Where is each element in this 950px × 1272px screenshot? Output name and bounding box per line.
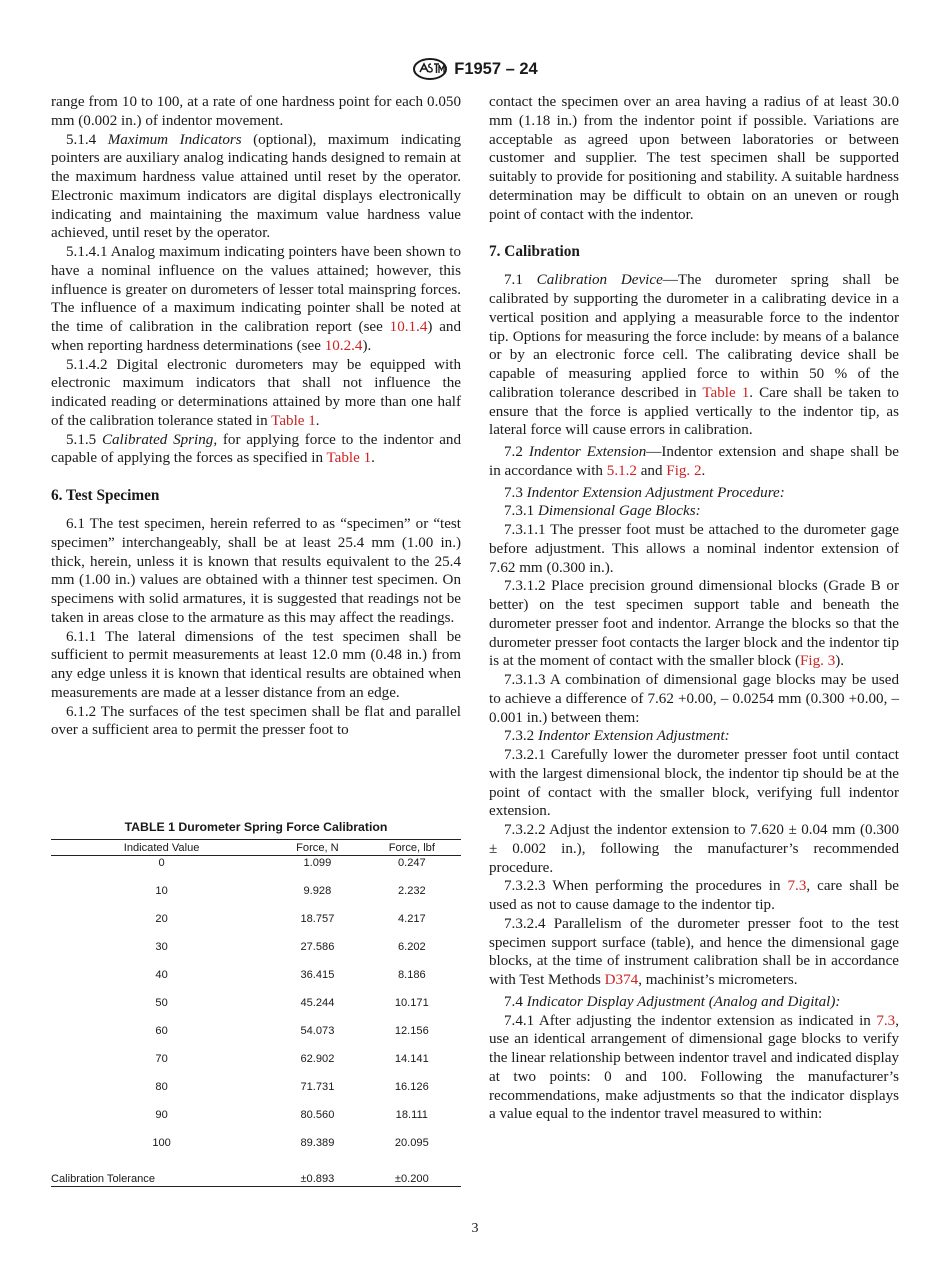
paragraph-7-4: 7.4 Indicator Display Adjustment (Analog and Digital): xyxy=(504,993,841,1010)
table-cell: 10.171 xyxy=(394,997,429,1009)
right-column xyxy=(489,93,899,1124)
page-header xyxy=(0,56,950,82)
table-row xyxy=(51,1025,461,1053)
table-row xyxy=(51,1053,461,1081)
table-cell: 0 xyxy=(158,857,165,869)
calibration-table xyxy=(51,839,461,1187)
column-header: Force, N xyxy=(272,840,362,856)
table-cell: 80 xyxy=(155,1081,168,1093)
paragraph-6-1-2-continued: contact the specimen over an area having a radius of at least 30.0 mm (1.18 in.) from the indentor point if possible. Variations are acceptable as agreed upon between laboratories or between customer and supplier. The test specimen shall be supported suitably to provide for positioning and stability. A suitable hardness determination may be difficult to obtain on an uneven or rough point of contact with the indentor. xyxy=(489,94,899,223)
link-7-3[interactable]: 7.3 xyxy=(787,878,807,895)
paragraph-7-2: 7.2 Indentor Extension—Indentor extension and shape shall be in accordance with 5.1.2 and Fig. 2. xyxy=(489,444,899,479)
paragraph-7-3-1-1: 7.3.1.1 The presser foot must be attached to the durometer gage before adjustment. This allows a nominal indentor extension of 7.62 mm (0.300 in.). xyxy=(489,522,899,576)
table-cell: 10 xyxy=(155,885,168,897)
page-number: 3 xyxy=(471,1221,479,1236)
table-row xyxy=(51,1137,461,1165)
table-cell: 45.244 xyxy=(300,997,335,1009)
table-1 xyxy=(51,820,461,1187)
table-cell: 27.586 xyxy=(300,941,335,953)
table-cell: 1.099 xyxy=(303,857,332,869)
link-10-1-4[interactable]: 10.1.4 xyxy=(389,319,428,335)
table-cell: 80.560 xyxy=(300,1109,335,1121)
paragraph-7-1: 7.1 Calibration Device—The durometer spring shall be calibrated by supporting the durometer in a calibrating device in a vertical position and applying a measurable force to the indentor tip. Options for measuring the force include: by means of a balance or by an electronic force cell. The calibrating device shall be capable of measuring applied force to within 50 % of the calibration tolerance described in Table 1. Care shall be taken to ensure that the force is applied vertically to the indentor tip, as lateral force will cause errors in calibration. xyxy=(489,272,899,439)
table-cell: Calibration Tolerance xyxy=(51,1165,272,1187)
table-cell: 100 xyxy=(152,1137,171,1149)
section-7-heading: 7. Calibration xyxy=(489,243,580,261)
link-table-1[interactable]: Table 1 xyxy=(326,450,372,467)
table-cell: 36.415 xyxy=(300,969,335,981)
table-cell: 2.232 xyxy=(397,885,426,897)
paragraph-7-3: 7.3 Indentor Extension Adjustment Procedure: xyxy=(504,484,785,501)
tolerance-row xyxy=(51,1165,461,1187)
table-row xyxy=(51,997,461,1025)
paragraph-5-1-4-2: 5.1.4.2 Digital electronic durometers may be equipped with electronic maximum indicators that shall not influence the indicated reading or determinations attained by more than one half of the calibration tolerance stated in Table 1. xyxy=(51,356,461,429)
paragraph-7-3-2: 7.3.2 Indentor Extension Adjustment: xyxy=(504,728,730,745)
table-cell: ±0.200 xyxy=(363,1165,461,1187)
paragraph-5-1-3-continued: range from 10 to 100, at a rate of one hardness point for each 0.050 mm (0.002 in.) of indentor movement. xyxy=(51,94,461,129)
link-10-2-4[interactable]: 10.2.4 xyxy=(324,337,363,354)
link-d374[interactable]: D374 xyxy=(604,972,639,988)
table-cell: 18.111 xyxy=(395,1109,428,1121)
column-header: Force, lbf xyxy=(363,840,461,856)
link-7-3[interactable]: 7.3 xyxy=(876,1012,896,1029)
table-cell: 9.928 xyxy=(303,885,332,897)
table-cell: 70 xyxy=(155,1053,168,1065)
table-title: TABLE 1 Durometer Spring Force Calibration xyxy=(124,820,388,834)
table-cell: 16.126 xyxy=(394,1081,429,1093)
table-row xyxy=(51,1109,461,1137)
paragraph-7-3-1: 7.3.1 Dimensional Gage Blocks: xyxy=(504,503,701,520)
paragraph-7-3-2-1: 7.3.2.1 Carefully lower the durometer presser foot until contact with the largest dimensional block, the indentor tip should be at the point of contact with the smaller block, verifying full indentor extension. xyxy=(489,747,899,820)
link-fig-2[interactable]: Fig. 2 xyxy=(666,462,702,479)
table-header-row xyxy=(51,840,461,856)
table-cell: 18.757 xyxy=(300,913,335,925)
table-row xyxy=(51,941,461,969)
table-cell: 40 xyxy=(155,969,168,981)
table-cell: 62.902 xyxy=(300,1053,335,1065)
document-designation: F1957 – 24 xyxy=(454,59,538,78)
paragraph-7-3-1-3: 7.3.1.3 A combination of dimensional gage blocks may be used to achieve a difference of 7.62 +0.00, – 0.0254 mm (0.300 +0.00, –0.001 in.) between them: xyxy=(489,672,899,726)
link-table-1[interactable]: Table 1 xyxy=(702,384,750,401)
table-cell: 89.389 xyxy=(300,1137,335,1149)
table-row xyxy=(51,1081,461,1109)
table-cell: 20 xyxy=(155,913,168,925)
table-cell: 20.095 xyxy=(394,1137,429,1149)
paragraph-5-1-5: 5.1.5 Calibrated Spring, for applying force to the indentor and capable of applying the forces as specified in Table 1. xyxy=(51,431,462,467)
link-table-1[interactable]: Table 1 xyxy=(271,412,316,429)
link-fig-3[interactable]: Fig. 3 xyxy=(800,653,836,670)
paragraph-7-3-2-2: 7.3.2.2 Adjust the indentor extension to 7.620 ± 0.04 mm (0.300 ± 0.002 in.), following the manufacturer’s recommended procedure. xyxy=(489,822,899,876)
table-cell: 90 xyxy=(155,1109,168,1121)
table-row xyxy=(51,856,461,886)
astm-logo-icon xyxy=(412,58,448,80)
paragraph-6-1: 6.1 The test specimen, herein referred to as “specimen” or “test specimen” interchangeably, shall be at least 25.4 mm (1.00 in.) thick, herein, unless it is known that results equivalent to the 25.4 mm (1.00 in.) values are obtained with a thinner test specimen. On specimens with solid armatures, it is suggested that readings not be taken in areas close to the armature as this may affect the readings. xyxy=(51,516,461,626)
column-header: Indicated Value xyxy=(51,840,272,856)
table-cell: 6.202 xyxy=(397,941,426,953)
table-cell: ±0.893 xyxy=(272,1165,362,1187)
table-cell: 71.731 xyxy=(300,1081,335,1093)
paragraph-7-3-2-4: 7.3.2.4 Parallelism of the durometer presser foot to the test specimen support surface (table), and hence the dimensional gage blocks, at the time of instrument calibration shall be in accordance with Test Methods D374, machinist’s micrometers. xyxy=(489,915,899,988)
table-cell: 60 xyxy=(155,1025,168,1037)
table-cell: 30 xyxy=(155,941,168,953)
table-cell: 0.247 xyxy=(397,857,426,869)
table-row xyxy=(51,885,461,913)
left-column xyxy=(51,93,461,740)
table-cell: 50 xyxy=(155,997,168,1009)
paragraph-7-4-1: 7.4.1 After adjusting the indentor extension as indicated in 7.3, use an identical arrangement of dimensional gage blocks to verify the linear relationship between indentor travel and indicated display at two points: 0 and 100. Following the manufacturer’s recommendations, make adjustments so that the indicator displays a value equal to the indentor travel measured to within: xyxy=(489,1012,899,1123)
table-cell: 54.073 xyxy=(300,1025,335,1037)
paragraph-7-3-2-3: 7.3.2.3 When performing the procedures in 7.3, care shall be used as not to cause damage to the indentor tip. xyxy=(489,878,899,913)
link-5-1-2[interactable]: 5.1.2 xyxy=(606,462,637,479)
table-cell: 4.217 xyxy=(397,913,426,925)
table-cell: 8.186 xyxy=(397,969,426,981)
section-6-heading: 6. Test Specimen xyxy=(51,487,160,504)
paragraph-6-1-1: 6.1.1 The lateral dimensions of the test specimen shall be sufficient to permit measurements at least 12.0 mm (0.48 in.) from any edge unless it is known that identical results are obtained when measurements are made at a lesser distance from an edge. xyxy=(51,628,461,701)
table-row xyxy=(51,969,461,997)
table-row xyxy=(51,913,461,941)
table-cell: 14.141 xyxy=(394,1053,429,1065)
paragraph-5-1-4: 5.1.4 Maximum Indicators (optional), maximum indicating pointers are auxiliary analog indicating hands designed to remain at the maximum hardness value attained until reset by the operator. Electronic maximum indicators are digital displays electronically indicating and maintaining the maximum value hardness value achieved, until reset by the operator. xyxy=(51,131,462,242)
paragraph-6-1-2: 6.1.2 The surfaces of the test specimen shall be flat and parallel over a sufficient area to permit the presser foot to xyxy=(51,703,461,739)
paragraph-5-1-4-1: 5.1.4.1 Analog maximum indicating pointers have been shown to have a nominal influence on the values attained; however, this influence is greater on durometers of lesser total mainspring forces. The influence of a maximum indicating pointer shall be noted at the time of calibration in the calibration report (see 10.1.4) and when reporting hardness determinations (see 10.2.4). xyxy=(51,244,461,354)
paragraph-7-3-1-2: 7.3.1.2 Place precision ground dimensional blocks (Grade B or better) on the test specimen support table and beneath the durometer presser foot and indentor. Arrange the blocks so that the durometer presser foot contacts the larger block and the indentor tip is at the moment of contact with the smaller block (Fig. 3). xyxy=(489,578,899,670)
table-cell: 12.156 xyxy=(394,1025,429,1037)
